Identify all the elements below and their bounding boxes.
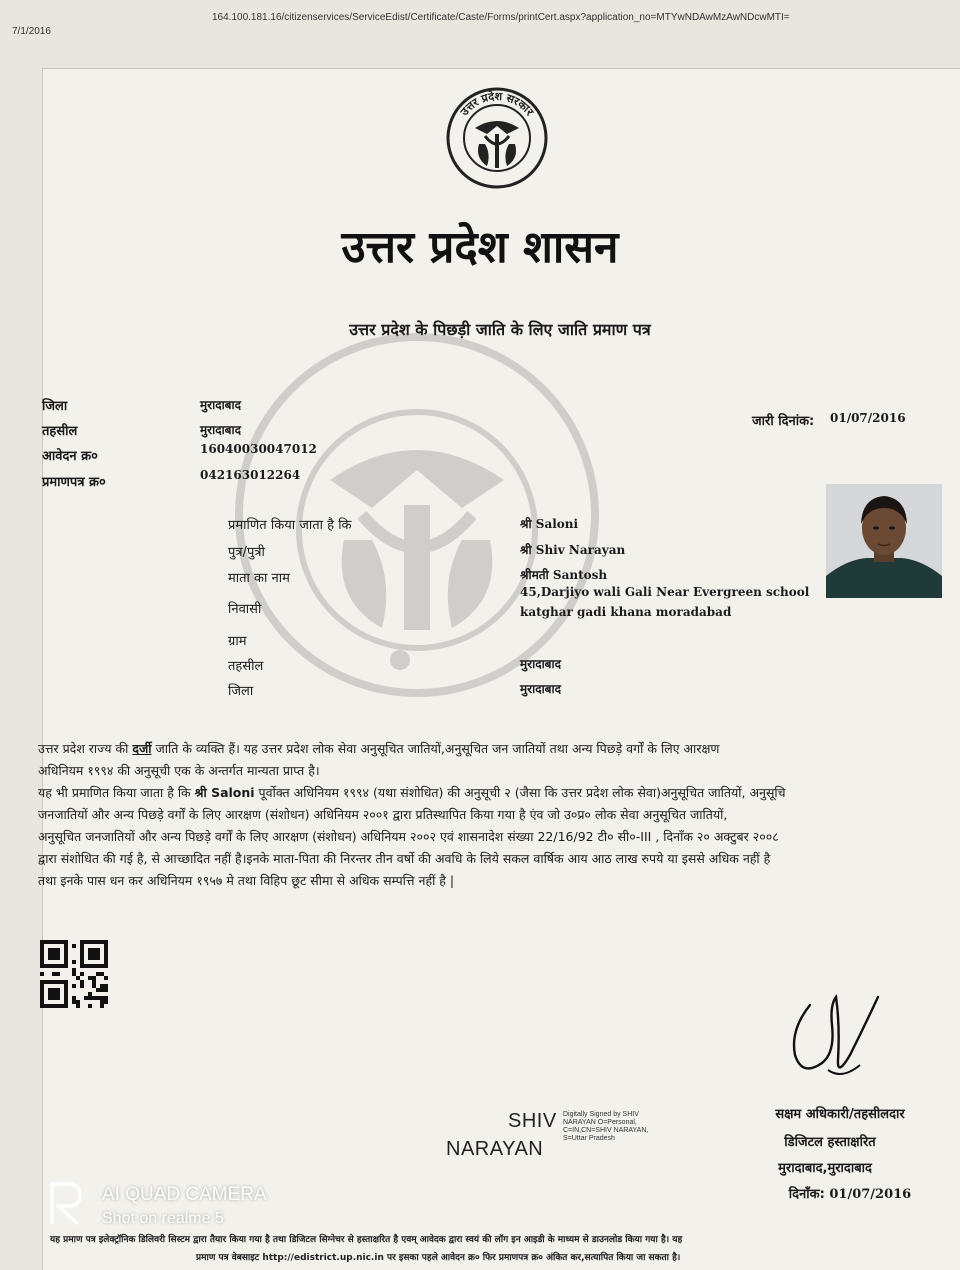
body-line-5: अनुसूचित जनजातियों और अन्य पिछड़े वर्गों के लिए आरक्षण (संशोधन) अधिनियम २००२ एवं शासनादेश संख्या 22/16/92 टी० सी०-III , दिनाँक २० अक्टुबर २००८	[38, 829, 779, 844]
body-line-4: जनजातियों और अन्य पिछड़े वर्गों के लिए आरक्षण (संशोधन) अधिनियम २००१ द्वारा प्रतिस्थापित किया गया है एंव जो उ०प्र० लोक सेवा अनुसूचित जातियों,	[38, 807, 728, 822]
body-line-3	[38, 782, 960, 804]
mother-label: माता का नाम	[228, 571, 290, 586]
body-line-1	[38, 738, 960, 760]
application-number: 16040030047012	[200, 442, 317, 456]
footer-line-2a: प्रमाण पत्र वेबसाइट	[196, 1253, 263, 1263]
detail-tehsil-label: तहसील	[228, 659, 264, 674]
officer-place: मुरादाबाद,मुरादाबाद	[778, 1161, 872, 1176]
officer-date-label: दिनाँक:	[788, 1187, 825, 1202]
certificate-body	[38, 738, 960, 892]
mother-name: श्रीमती Santosh	[520, 568, 608, 582]
village-label: ग्राम	[228, 634, 247, 649]
detail-district-label: जिला	[228, 684, 254, 699]
issue-date-value: 01/07/2016	[830, 411, 906, 425]
body-line-7: तथा इनके पास धन कर अधिनियम १९५७ मे तथा विहिप छूट सीमा से अधिक सम्पत्ति नहीं है |	[38, 873, 455, 888]
svg-text:उत्तर प्रदेश सरकार	[457, 89, 536, 119]
print-url: 164.100.181.16/citizenservices/ServiceEdist/Certificate/Caste/Forms/printCert.aspx?application_no=MTYwNDAwMzAwNDcwMTI=	[212, 12, 790, 23]
application-label: आवेदन क्र०	[42, 449, 98, 464]
footer-line-2b: पर इसका पहले आवेदन क्र० फिर प्रमाणपत्र क्र० अंकित कर,सत्यापित किया जा सकता है।	[383, 1253, 681, 1263]
body-line-1b: जाति के व्यक्ति हैं। यह उत्तर प्रदेश लोक सेवा अनुसूचित जातियों,अनुसूचित जन जातियों तथा अन्य पिछड़े वर्गों के लिए आरक्षण	[151, 741, 720, 756]
applicant-photo	[826, 484, 942, 598]
tehsil-label: तहसील	[42, 424, 78, 439]
footer-line-1: यह प्रमाण पत्र इलेक्ट्रॉनिक डिलिवरी सिस्टम द्वारा तैयार किया गया है तथा डिजिटल सिग्नेचर से हस्ताक्षरित है एवम् आवेदक द्वारा स्वयं की लॉग इन आइडी के माध्यम से डाउनलोड किया गया है। यह	[50, 1235, 683, 1245]
page-title: उत्तर प्रदेश शासन	[341, 222, 619, 273]
certified-label: प्रमाणित किया जाता है कि	[228, 518, 352, 533]
district-value: मुरादाबाद	[200, 398, 242, 412]
officer-designation: सक्षम अधिकारी/तहसीलदार	[775, 1107, 905, 1122]
father-name: श्री Shiv Narayan	[520, 543, 626, 557]
address-line-1: 45,Darjiyo wali Gali Near Evergreen school	[520, 585, 810, 599]
body-line-3b: पूर्वोक्त अधिनियम १९९४ (यथा संशोधित) की अनुसूची २ (जैसा कि उत्तर प्रदेश लोक सेवा)अनुसूचित जातियों, अनुसूचि	[254, 785, 786, 800]
detail-district-value: मुरादाबाद	[520, 682, 562, 696]
dsig-name-1: SHIV	[508, 1110, 557, 1132]
camera-device: Shot on realme 5	[102, 1210, 224, 1227]
detail-tehsil-value: मुरादाबाद	[520, 657, 562, 671]
child-of-label: पुत्र/पुत्री	[228, 545, 265, 560]
body-applicant-name: श्री Saloni	[194, 785, 255, 800]
qr-code	[40, 940, 108, 1008]
emblem-text: उत्तर प्रदेश सरकार	[457, 89, 537, 119]
body-line-3a: यह भी प्रमाणित किया जाता है कि	[38, 785, 195, 800]
officer-date	[760, 1184, 940, 1202]
print-date: 7/1/2016	[12, 26, 51, 37]
caste-name: दर्जी	[132, 741, 152, 756]
footer-url: http://edistrict.up.nic.in	[262, 1253, 384, 1263]
camera-brand: AI QUAD CAMERA	[102, 1184, 267, 1205]
issue-date-label: जारी दिनांक:	[752, 414, 815, 429]
officer-digitally-signed: डिजिटल हस्ताक्षरित	[784, 1135, 876, 1150]
dsig-meta-2: NARAYAN O=Personal,	[563, 1119, 637, 1126]
body-line-2: अधिनियम १९९४ की अनुसूची एक के अन्तर्गत मान्यता प्राप्त है।	[38, 763, 320, 778]
certificate-number: 042163012264	[200, 468, 301, 482]
certificate-subtitle: उत्तर प्रदेश के पिछड़ी जाति के लिए जाति प्रमाण पत्र	[349, 320, 651, 339]
resident-label: निवासी	[228, 602, 262, 617]
handwritten-signature	[780, 985, 890, 1085]
up-government-emblem-icon	[445, 86, 549, 190]
body-line-6: द्वारा संशोधित की गई है, से आच्छादित नहीं है।इनके माता-पिता की निरन्तर तीन वर्षो की अवधि के लिये सकल वार्षिक आय आठ लाख रुपये या इससे अधिक नहीं है	[38, 851, 771, 866]
dsig-metadata	[563, 1111, 648, 1143]
address-line-2: katghar gadi khana moradabad	[520, 605, 732, 619]
dsig-meta-4: S=Uttar Pradesh	[563, 1135, 615, 1142]
realme-logo-icon	[46, 1178, 86, 1232]
tehsil-value: मुरादाबाद	[200, 423, 242, 437]
footer-line-2	[196, 1250, 680, 1263]
certificate-label: प्रमाणपत्र क्र०	[42, 475, 106, 490]
dsig-meta-3: C=IN,CN=SHIV NARAYAN,	[563, 1127, 649, 1134]
applicant-name: श्री Saloni	[520, 517, 579, 531]
dsig-meta-1: Digitally Signed by SHIV	[563, 1111, 639, 1118]
dsig-name-2: NARAYAN	[446, 1138, 544, 1160]
district-label: जिला	[42, 399, 68, 414]
body-line-1a: उत्तर प्रदेश राज्य की	[38, 741, 133, 756]
officer-date-value: 01/07/2016	[829, 1187, 912, 1202]
